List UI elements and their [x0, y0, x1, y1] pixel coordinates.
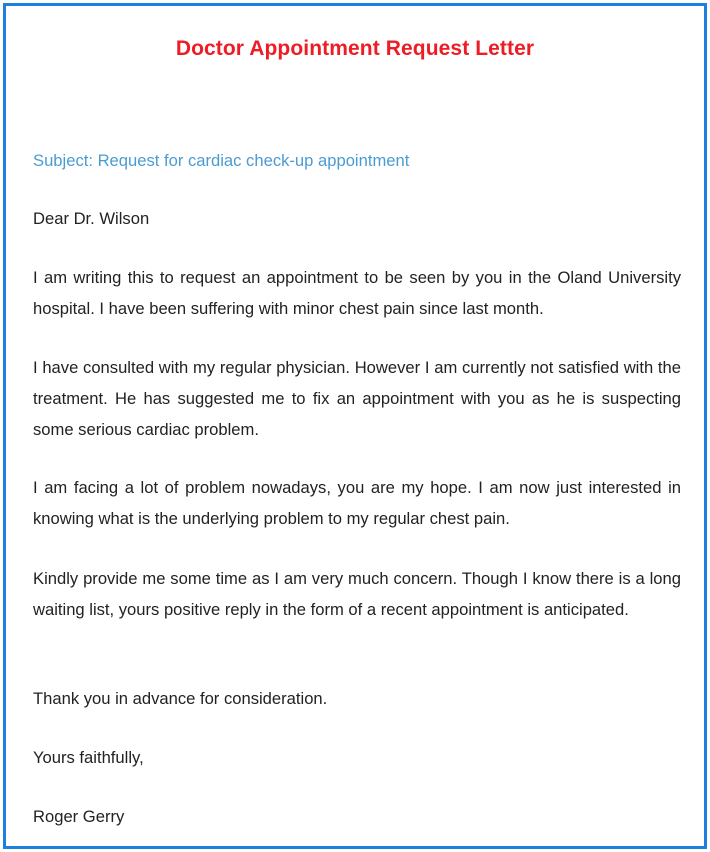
letter-paragraph-4: Kindly provide me some time as I am very much concern. Though I know there is a long waiting list, yours positive reply in the form of a recent appointment is anticipated.	[33, 569, 681, 619]
letter-signature: Roger Gerry	[33, 807, 125, 826]
letter-paragraph-3: I am facing a lot of problem nowadays, you are my hope. I am now just interested in knowing what is the underlying problem to my regular chest pain.	[33, 478, 681, 528]
letter-closing: Yours faithfully,	[33, 748, 144, 767]
letter-paragraph-1: I am writing this to request an appointment to be seen by you in the Oland University hospital. I have been suffering with minor chest pain since last month.	[33, 268, 681, 318]
letter-frame	[3, 3, 707, 849]
letter-salutation: Dear Dr. Wilson	[33, 209, 150, 228]
letter-paragraph-thanks: Thank you in advance for consideration.	[33, 689, 328, 708]
letter-paragraph-2: I have consulted with my regular physician. However I am currently not satisfied with the treatment. He has suggested me to fix an appointment with you as he is suspecting some serious cardiac problem.	[33, 358, 681, 439]
letter-title: Doctor Appointment Request Letter	[175, 37, 535, 60]
letter-subject: Subject: Request for cardiac check-up appointment	[33, 151, 410, 170]
